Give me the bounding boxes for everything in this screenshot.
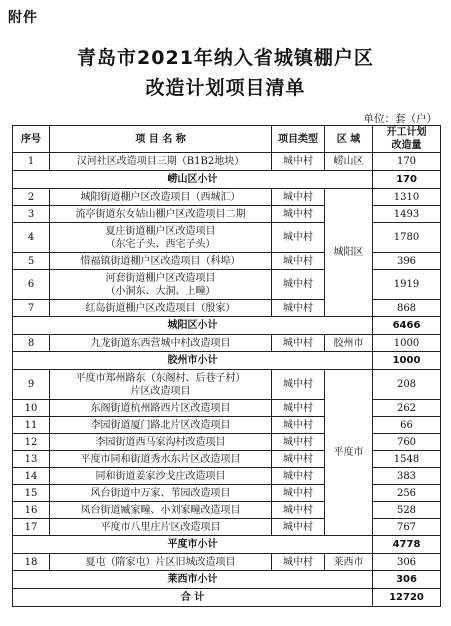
subtotal-row: 平度市小计 4778	[13, 536, 441, 554]
project-table	[12, 125, 441, 607]
table-row: 4 夏庄街道棚户区改造项目 （东宅子头、西宅子头） 城中村 1780	[13, 223, 441, 253]
table-row: 2 城阳街道棚户区改造项目（西城汇） 城中村 城阳区 1310	[13, 189, 441, 206]
table-row: 18 夏屯（隋家屯）片区旧城改造项目 城中村 莱西市 306	[13, 554, 441, 571]
table-row: 13 平度市同和街道秀水东片区改造项目 城中村 1548	[13, 451, 441, 468]
table-row: 11 李园街道厦门路北片区改造项目 城中村 66	[13, 417, 441, 434]
table-row: 12 李园街道西马家沟村改造项目 城中村 760	[13, 434, 441, 451]
table-row: 9 平度市郑州路东（东阁村、后巷子村） 片区改造项目 城中村 平度市 208	[13, 370, 441, 400]
table-row: 8 九龙街道东西营城中村改造项目 城中村 胶州市 1000	[13, 335, 441, 352]
header-plan: 开工计划 改造量	[373, 126, 441, 153]
table-row: 10 东阁街道杭州路西片区改造项目 城中村 262	[13, 400, 441, 417]
table-row: 7 红岛街道棚户区改造项目（殷家） 城中村 868	[13, 300, 441, 317]
subtotal-row: 莱西市小计 306	[13, 571, 441, 589]
table-row: 17 平度市八里庄片区改造项目 城中村 767	[13, 519, 441, 536]
page-title-line1: 青岛市2021年纳入省城镇棚户区	[77, 47, 374, 69]
header-type: 项目类型	[272, 126, 325, 153]
table-row: 1 汉河社区改造项目三期（B1B2地块） 城中村 崂山区 170	[13, 153, 441, 171]
subtotal-row: 崂山区小计 170	[13, 171, 441, 189]
subtotal-row: 胶州市小计 1000	[13, 352, 441, 370]
subtotal-row: 城阳区小计 6466	[13, 317, 441, 335]
unit-note: 单位：套（户）	[363, 113, 437, 125]
attachment-label: 附件	[8, 10, 38, 26]
table-row: 15 风台街道中万家、苇园改造项目 城中村 256	[13, 485, 441, 502]
table-row: 6 河套街道棚户区改造项目 （小洞东、大洞、上疃） 城中村 1919	[13, 270, 441, 300]
grand-total-row: 合 计 12720	[13, 589, 441, 607]
table-row: 3 流亭街道东女姑山棚户区改造项目二期 城中村 1493	[13, 206, 441, 223]
table-row: 16 凤台街道臧家疃、小刘家疃改造项目 城中村 528	[13, 502, 441, 519]
district-cell: 平度市	[325, 370, 373, 536]
table-row: 5 惜福镇街道棚户区改造项目（科埠） 城中村 396	[13, 253, 441, 270]
page-title-line2: 改造计划项目清单	[145, 77, 306, 99]
header-seq: 序号	[13, 126, 50, 153]
header-district: 区 域	[325, 126, 373, 153]
header-name: 项 目 名 称	[50, 126, 272, 153]
table-row: 14 同和街道姜家沙戈庄改造项目 城中村 383	[13, 468, 441, 485]
district-cell: 城阳区	[325, 189, 373, 317]
